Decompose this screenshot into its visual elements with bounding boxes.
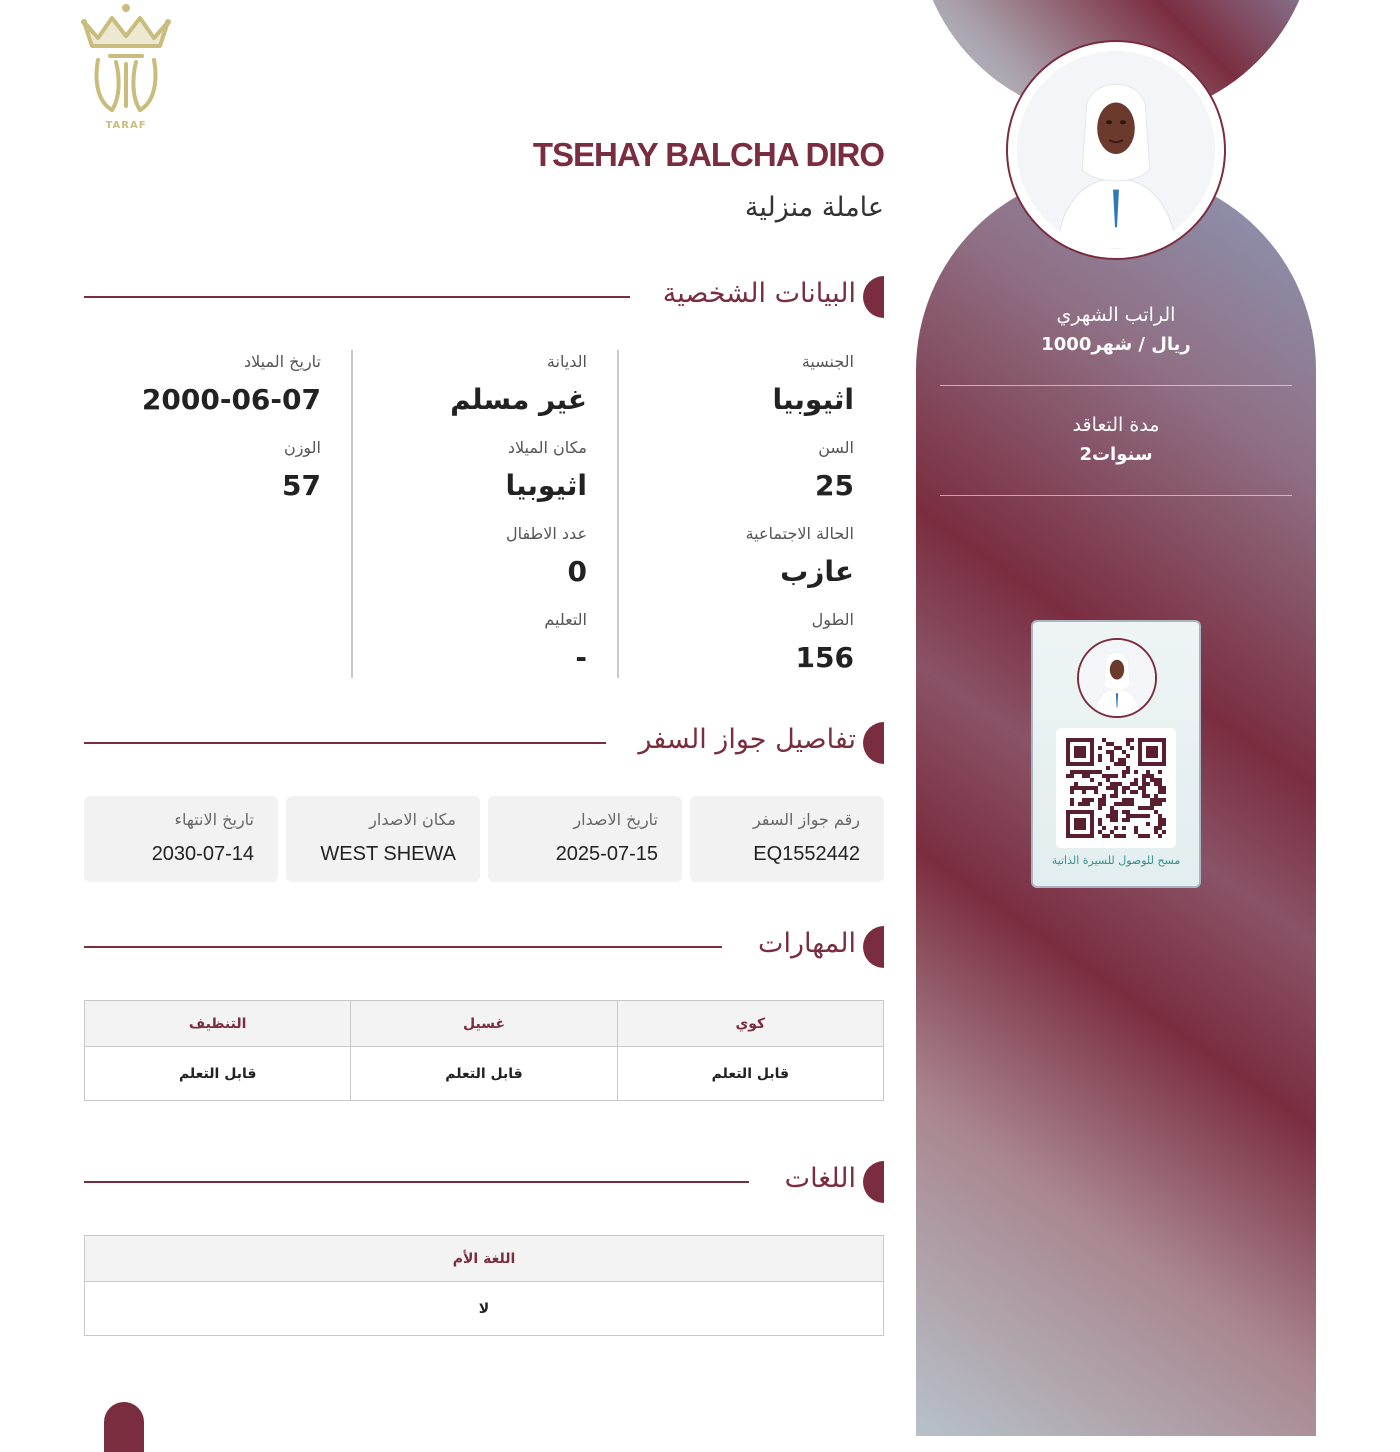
section-skills-header — [84, 926, 884, 968]
section-line — [84, 742, 606, 744]
salary-block — [940, 302, 1292, 358]
field-weight — [282, 438, 321, 504]
salary-label: الراتب الشهري — [1056, 304, 1176, 326]
field-age — [815, 438, 854, 504]
field-label: الحالة الاجتماعية — [745, 524, 854, 543]
passport-issue-place-label: مكان الاصدار — [369, 810, 456, 829]
field-religion — [450, 352, 587, 418]
field-value: اثيوبيا — [505, 469, 587, 502]
skill-value: قابل التعلم — [351, 1047, 617, 1101]
contract-label: مدة التعاقد — [1072, 414, 1160, 436]
salary-value: 1000ريال / شهر — [1041, 334, 1191, 355]
contract-block — [940, 412, 1292, 468]
logo-text: TARAF — [105, 120, 147, 131]
candidate-name: TSEHAY BALCHA DIRO — [532, 136, 884, 173]
table-row — [85, 1282, 884, 1336]
side-divider — [940, 385, 1292, 386]
skill-header: كوي — [617, 1001, 883, 1047]
field-label: الطول — [811, 610, 854, 629]
field-label: مكان الميلاد — [507, 438, 587, 457]
field-height — [796, 610, 854, 676]
qr-code-image — [1066, 738, 1166, 838]
card-photo — [1077, 638, 1157, 718]
field-children — [506, 524, 587, 590]
table-row — [85, 1047, 884, 1101]
field-label: الديانة — [546, 352, 587, 371]
skill-header: غسيل — [351, 1001, 617, 1047]
field-label: تاريخ الميلاد — [244, 352, 321, 371]
section-title: البيانات الشخصية — [662, 278, 856, 309]
field-label: التعليم — [544, 610, 587, 629]
section-personal-header — [84, 276, 884, 318]
field-value: 25 — [815, 469, 854, 502]
skill-header: التنظيف — [85, 1001, 351, 1047]
section-line — [84, 946, 722, 948]
qr-card[interactable] — [1031, 620, 1201, 888]
section-line — [84, 296, 630, 298]
section-passport-header — [84, 722, 884, 764]
section-knob — [863, 722, 884, 764]
side-divider — [940, 495, 1292, 496]
column-separator — [617, 350, 619, 678]
profile-photo — [1017, 51, 1215, 249]
passport-expiry-box — [84, 796, 278, 882]
page-tab-decoration — [104, 1402, 144, 1452]
passport-number-label: رقم جواز السفر — [752, 810, 860, 829]
passport-issue-date-box — [488, 796, 682, 882]
skills-table — [84, 1000, 884, 1101]
section-knob — [863, 926, 884, 968]
passport-number-box — [690, 796, 884, 882]
section-title: تفاصيل جواز السفر — [638, 724, 856, 755]
field-value: 57 — [282, 469, 321, 502]
column-separator — [351, 350, 353, 678]
field-value: عازب — [780, 555, 854, 588]
field-label: عدد الاطفال — [505, 524, 587, 543]
section-languages-header — [84, 1161, 884, 1203]
section-knob — [863, 276, 884, 318]
passport-expiry-label: تاريخ الانتهاء — [174, 810, 254, 829]
crown-logo-icon — [76, 2, 176, 122]
passport-expiry-value: 2030-07-14 — [151, 843, 254, 865]
languages-table — [84, 1235, 884, 1336]
passport-issue-date-value: 2025-07-15 — [555, 843, 658, 865]
field-label: الجنسية — [801, 352, 854, 371]
field-marital-status — [746, 524, 854, 590]
passport-number-value: EQ1552442 — [753, 843, 860, 865]
field-value: - — [575, 641, 587, 674]
profile-photo-frame — [1006, 40, 1226, 260]
field-birthdate — [142, 352, 321, 418]
field-birthplace — [505, 438, 587, 504]
language-value: لا — [85, 1282, 884, 1336]
skill-value: قابل التعلم — [617, 1047, 883, 1101]
qr-caption: مسح للوصول للسيرة الذاتية — [1051, 854, 1181, 867]
skill-value: قابل التعلم — [85, 1047, 351, 1101]
card-photo-image — [1079, 640, 1155, 716]
field-label: الوزن — [283, 438, 321, 457]
field-value: غير مسلم — [450, 383, 587, 416]
section-title: اللغات — [784, 1163, 856, 1194]
brand-logo — [76, 2, 176, 134]
language-header: اللغة الأم — [85, 1236, 884, 1282]
field-value: 156 — [795, 641, 854, 674]
profile-photo-image — [1017, 51, 1215, 249]
contract-value: 2سنوات — [1079, 444, 1153, 465]
field-value: 0 — [567, 555, 587, 588]
section-knob — [863, 1161, 884, 1203]
section-line — [84, 1181, 749, 1183]
field-value: اثيوبيا — [772, 383, 854, 416]
field-education — [544, 610, 587, 676]
table-header-row — [85, 1236, 884, 1282]
field-value: 2000-06-07 — [141, 383, 321, 416]
candidate-role: عاملة منزلية — [744, 192, 884, 223]
field-label: السن — [818, 438, 854, 457]
passport-issue-place-value: WEST SHEWA — [320, 843, 456, 865]
passport-issue-place-box — [286, 796, 480, 882]
qr-code[interactable] — [1056, 728, 1176, 848]
passport-issue-date-label: تاريخ الاصدار — [573, 810, 658, 829]
table-header-row — [85, 1001, 884, 1047]
field-nationality — [772, 352, 854, 418]
section-title: المهارات — [758, 928, 856, 959]
